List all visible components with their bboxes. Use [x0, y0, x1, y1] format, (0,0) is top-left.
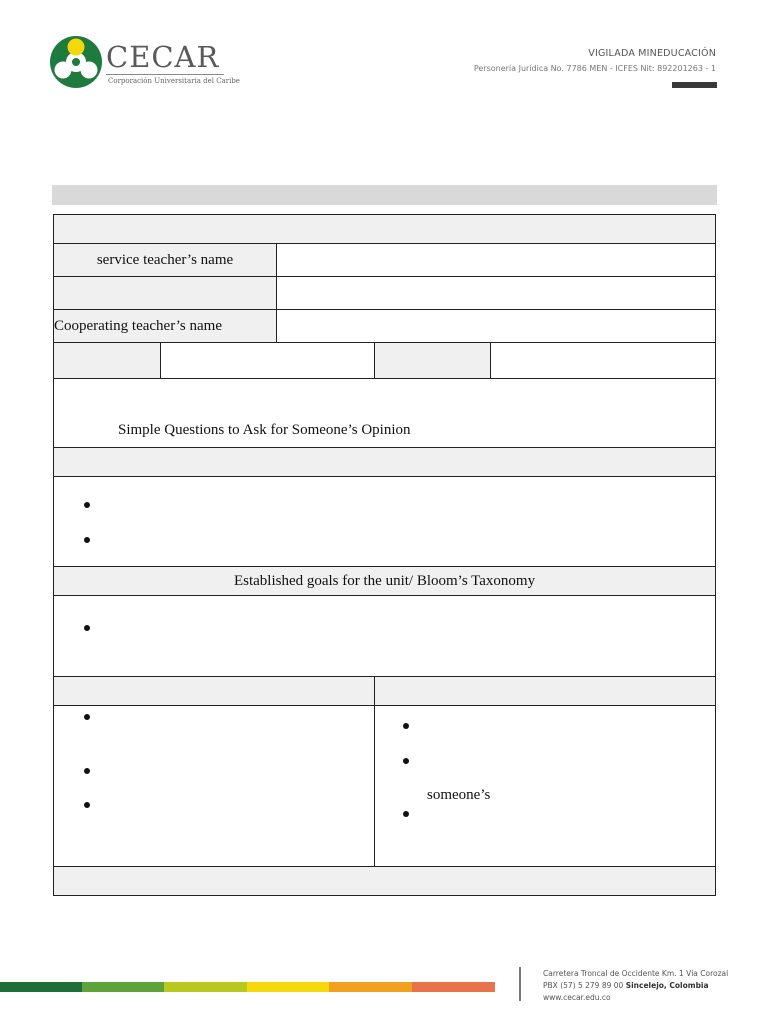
- form-header-row: [54, 215, 716, 244]
- logo-wordmark: CECAR: [106, 40, 220, 74]
- footer-stripe-yellow: [247, 982, 329, 992]
- footer-stripe-green: [82, 982, 164, 992]
- cooperating-teacher-label: Cooperating teacher’s name: [54, 310, 277, 343]
- bullet-icon: [84, 537, 90, 543]
- footer-web[interactable]: www.cecar.edu.co: [543, 993, 611, 1002]
- topic-text: Simple Questions to Ask for Someone’s Opinion: [118, 421, 411, 438]
- header-accent-bar: [672, 82, 717, 88]
- footer-contact: [543, 968, 728, 1004]
- service-teacher-field[interactable]: [277, 244, 716, 277]
- bullet-icon: [84, 625, 90, 631]
- info-label-1: [54, 343, 161, 379]
- header-legal-block: [474, 48, 716, 73]
- bullet-icon: [403, 758, 409, 764]
- footer-stripe-dark-green: [0, 982, 82, 992]
- legal-text: Personería Jurídica No. 7786 MEN - ICFES Nit: 892201263 - 1: [473, 64, 716, 73]
- right-column-header: [375, 677, 716, 706]
- form-footer-row: [54, 867, 716, 896]
- left-column-header: [54, 677, 375, 706]
- left-column-cell[interactable]: [54, 706, 375, 867]
- cecar-logo: [48, 34, 238, 92]
- footer-phone-line: [543, 980, 728, 992]
- bullet-icon: [403, 723, 409, 729]
- cecar-emblem-icon: [48, 34, 104, 90]
- info-field-2[interactable]: [491, 343, 716, 379]
- vigilada-text: VIGILADA MINEDUCACIÓN: [588, 48, 716, 59]
- blank-field-cell[interactable]: [277, 277, 716, 310]
- objectives-cell[interactable]: [54, 477, 716, 567]
- footer-stripe-orange: [329, 982, 412, 992]
- right-column-text: someone’s: [427, 787, 491, 803]
- bullet-icon: [84, 768, 90, 774]
- goals-cell[interactable]: [54, 596, 716, 677]
- logo-divider: [106, 74, 224, 75]
- info-label-2: [375, 343, 491, 379]
- footer-address: Carretera Troncal de Occidente Km. 1 Vía Corozal: [543, 969, 729, 978]
- topic-cell: [54, 379, 716, 448]
- logo-subtitle: Corporación Universitaria del Caribe: [108, 77, 240, 85]
- bullet-icon: [84, 802, 90, 808]
- blank-label-cell: [54, 277, 277, 310]
- title-band: [52, 185, 717, 205]
- section-header-blank: [54, 448, 716, 477]
- bullet-icon: [84, 714, 90, 720]
- lesson-plan-form: [53, 214, 716, 896]
- footer-city: Sincelejo, Colombia: [625, 981, 709, 990]
- info-field-1[interactable]: [161, 343, 375, 379]
- footer-phone: PBX (57) 5 279 89 00: [543, 981, 626, 990]
- bullet-icon: [84, 502, 90, 508]
- footer-stripe-lime: [164, 982, 247, 992]
- cooperating-teacher-field[interactable]: [277, 310, 716, 343]
- goals-header: Established goals for the unit/ Bloom’s Taxonomy: [54, 567, 716, 596]
- footer-stripe-coral: [412, 982, 495, 992]
- service-teacher-label: service teacher’s name: [54, 244, 277, 277]
- bullet-icon: [403, 811, 409, 817]
- right-column-cell[interactable]: [375, 706, 716, 867]
- footer-divider: [519, 967, 521, 1001]
